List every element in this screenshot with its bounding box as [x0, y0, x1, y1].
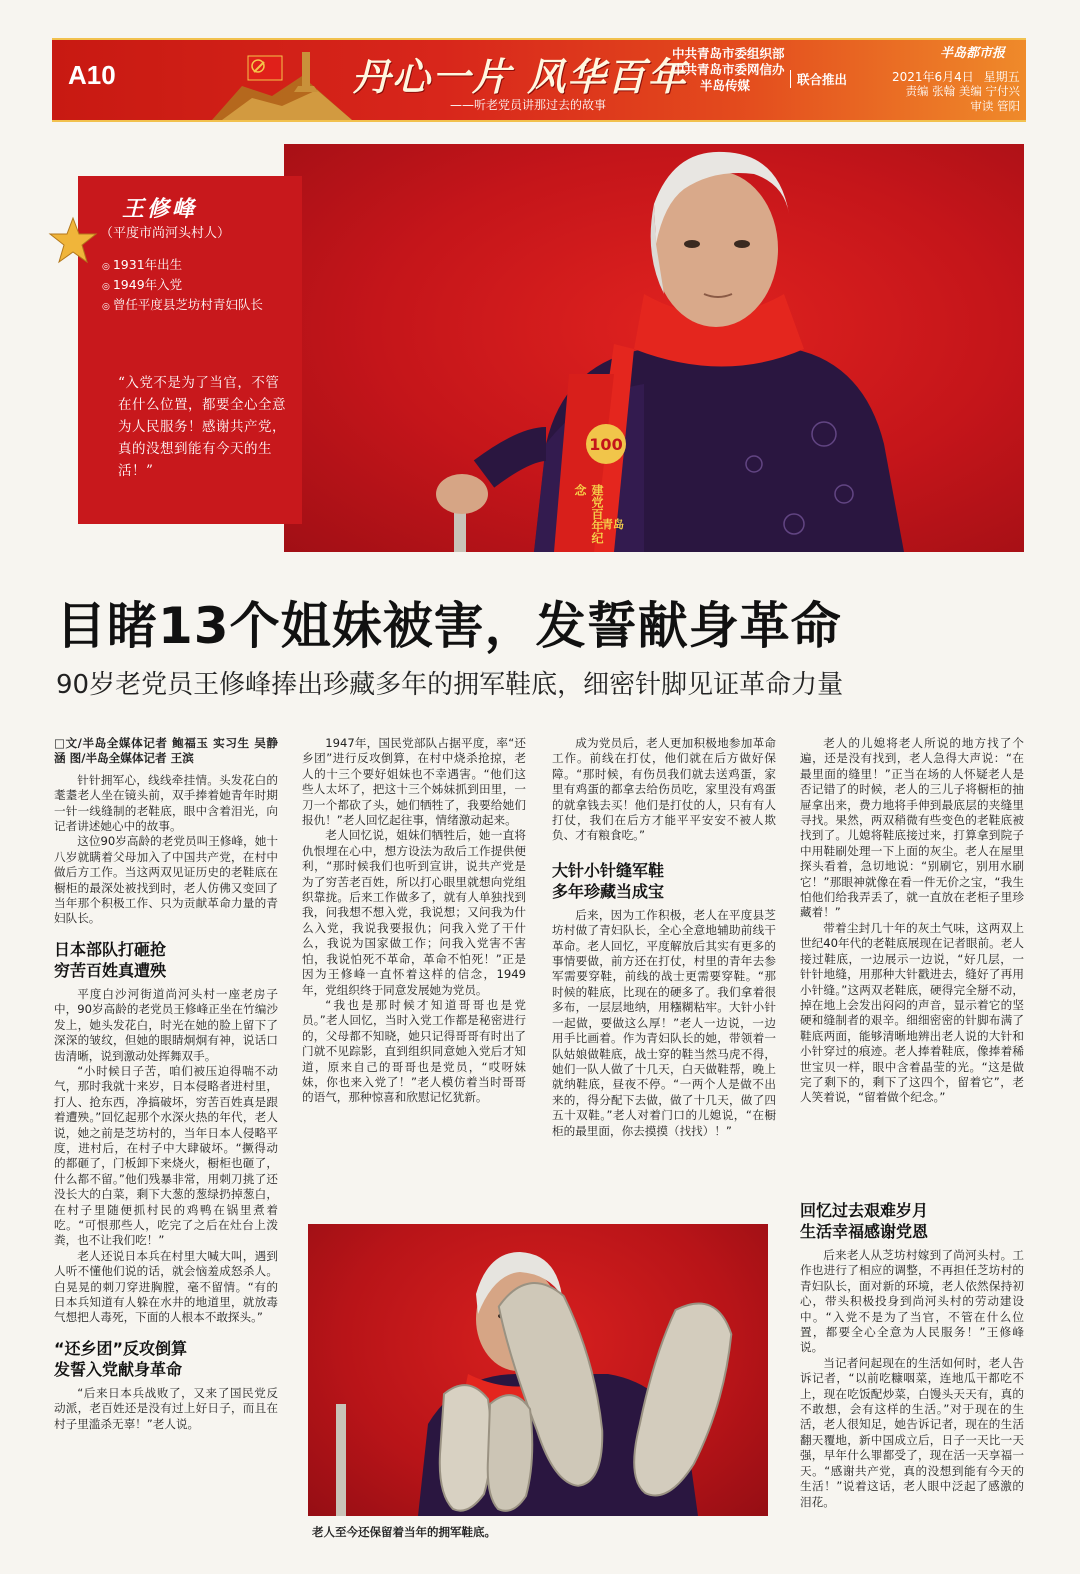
article-column-2 — [302, 736, 526, 1106]
woman-holding-shoe-soles-illustration — [308, 1224, 768, 1516]
paragraph: “后来日本兵战败了，又来了国民党反动派，老百姓还是没有过上好日子，而且在村子里滥杀无辜！”老人说。 — [54, 1385, 278, 1431]
paragraph: 老人的儿媳将老人所说的地方找了个遍，还是没有找到，老人急得大声说：“在最里面的缝里！”正当在场的人怀疑老人是否记错了的时候，老人的三儿子将橱柜的抽屉拿出来，费力地将手伸到最底层的夹缝里寻找。果然，两双稍微有些变色的老鞋底被找到了。儿媳将鞋底接过来，打算拿到院子中用鞋刷处理一下上面的灰尘。老人在屋里探头看着，急切地说：“别刷它，别用水刷它！”那眼神就像在看一件无价之宝，“我生怕他们给我弄丢了，就一直放在老柜子里珍藏着！” — [800, 736, 1024, 920]
article-column-4-lower — [800, 1200, 1024, 1510]
profile-fact: ◎ 曾任平度县芝坊村青妇队长 — [102, 296, 263, 316]
shoe-soles-photo — [308, 1224, 768, 1516]
profile-quote: “入党不是为了当官，不管在什么位置，都要全心全意为人民服务！感谢共产党，真的没想到能有今天的生活！” — [118, 375, 286, 479]
paragraph: 成为党员后，老人更加积极地参加革命工作。前线在打仗，他们就在后方做好保障。“那时候，有伤员我们就去送鸡蛋，家里有鸡蛋的都拿去给伤员吃，家里没有鸡蛋的就拿钱去买！他们是打仗的人，只有有人打仗，我们在后方才能平平安安不被人欺负、才有粮食吃。” — [552, 736, 776, 843]
elderly-woman-portrait-illustration — [284, 144, 1024, 552]
organizer: 中共青岛市委网信办 — [672, 62, 785, 77]
newspaper-logo: 半岛都市报 — [940, 46, 1006, 61]
article-headline: 目睹13个姐妹被害，发誓献身革命 — [56, 597, 842, 655]
byline: □文/半岛全媒体记者 鲍福玉 实习生 吴静涵 图/半岛全媒体记者 王滨 — [54, 736, 278, 766]
paragraph: “小时候日子苦，咱们被压迫得喘不动气，那时我就十来岁，日本侵略者进村里，打人、抢东西，净搞破坏，穷苦百姓真是跟着遭殃。”回忆起那个水深火热的年代，老人说，她之前是芝坊村的，当年日本人侵略平度，进村后，在村子中大肆破坏。“撅得动的都砸了，门板卸下来烧火，橱柜也砸了，什么都不留。”他们残暴非常，用刺刀挑了还没长大的白菜，剩下大葱的葱绿扔掉葱白，在村子里随便抓村民的鸡鸭在锅里煮着吃。“可恨那些人，吃完了之后在灶台上泼粪，也不让我们吃！” — [54, 1063, 278, 1248]
issue-date: 2021年6月4日 — [892, 70, 974, 84]
paragraph: 1947年，国民党部队占据平度，率“还乡团”进行反攻倒算，在村中烧杀抢掠，老人的十三个要好姐妹也不幸遇害。“他们这些人太坏了，把这十三个姊妹抓到田里，一刀一个都砍了头，她们牺牲了，我要给她们报仇！”老人回忆起往事，情绪激动起来。 — [302, 736, 526, 828]
column-subtitle: ——听老党员讲那过去的故事 — [450, 98, 607, 112]
organizer: 半岛传媒 — [700, 78, 751, 93]
paragraph: 后来，因为工作积极，老人在平度县芝坊村做了青妇队长，全心全意地辅助前线干革命。老人回忆，平度解放后其实有更多的事情要做，前方还在打仗，村里的青年去参军需要穿鞋，前线的战士更需要穿鞋。“那时候的鞋底，比现在的硬多了。我们拿着很多布，一层层地纳，用糨糊粘牢。大针小针一起做，要做这么厚！”老人一边说，一边用手比画着。作为青妇队长的她，带领着一队姑娘做鞋底，战士穿的鞋当然马虎不得，她们一队人做了十几天，白天做鞋帮，晚上就纳鞋底，昼夜不停。“一两个人是做不出来的，得分配下去做，做了十几天，做了四五十双鞋。”老人对着门口的儿媳说，“在橱柜的最里面，你去摸摸（找找）！” — [552, 907, 776, 1138]
paragraph: “我也是那时候才知道哥哥也是党员。”老人回忆，当时入党工作都是秘密进行的，父母都不知晓，她只记得哥哥有时出了门就不见踪影，直到组织同意她入党后才知道，原来自己的哥哥也是党员，“哎呀妹妹，你也来入党了！”老人模仿着当时哥哥的语气，那种惊喜和欣慰记忆犹新。 — [302, 997, 526, 1105]
editors-line: 审读 管阳 — [970, 99, 1020, 113]
hero-photo — [284, 144, 1024, 552]
issue-weekday: 星期五 — [983, 70, 1020, 84]
article-column-1 — [54, 736, 278, 1432]
date-line — [892, 68, 1020, 85]
section-heading: “还乡团”反攻倒算 发誓入党献身革命 — [54, 1338, 188, 1379]
profile-box — [78, 176, 302, 524]
article-column-4 — [800, 736, 1024, 1106]
section-heading: 日本部队打砸抢 穷苦百姓真遭殃 — [54, 939, 167, 980]
party-emblem-icon — [202, 46, 352, 120]
organizer: 中共青岛市委组织部 — [672, 46, 785, 61]
sash-text-city: 青岛 — [602, 518, 624, 531]
paragraph: 带着尘封几十年的灰土气味，这两双上世纪40年代的老鞋底展现在记者眼前。老人接过鞋底，一边展示一边说，“好几层，一针针地缝，用那种大针戳进去，缝好了再用小针缝。”这两双老鞋底，硬得完全掰不动，掉在地上会发出闷闷的声音，显示着它的坚硬和缝制者的艰辛。细细密密的针脚布满了鞋底两面，能够清晰地辨出老人说的大针和小针穿过的痕迹。老人捧着鞋底，像捧着稀世宝贝一样，眼中含着晶莹的光。“这是做完了剩下的，剩下了这四个，留着它”，老人笑着说，“留着做个纪念。” — [800, 920, 1024, 1105]
photo-caption: 老人至今还保留着当年的拥军鞋底。 — [312, 1525, 496, 1539]
paragraph: 老人回忆说，姐妹们牺牲后，她一直将仇恨埋在心中，想方设法为敌后工作提供便利，“那时候我们也听到宣讲，说共产党是为了穷苦老百姓，所以打心眼里就想向党组织靠拢。后来工作做多了，就有人单独找到我，问我想不想入党，我说想；又问我为什么入党，我说我要报仇；问我入党了干什么，我说为国家做工作；问我入党害不害怕，我说怕死不革命，革命不怕死！”正是因为王修峰一直怀着这样的信念，1949年，党组织终于同意发展她为党员。 — [302, 828, 526, 997]
sash-text: 建党百年纪念 — [573, 484, 604, 544]
joint-presentation-label: 联合推出 — [790, 70, 847, 88]
paragraph: 后来老人从芝坊村嫁到了尚河头村。工作也进行了相应的调整，不再担任芝坊村的青妇队长，面对新的环境，老人依然保持初心，带头积极投身到尚河头村的劳动建设中。“入党不是为了当官，不管在什么位置，都要全心全意为人民服务！”王修峰说。 — [800, 1248, 1024, 1355]
profile-fact: ◎ 1931年出生 — [102, 256, 263, 276]
profile-village: （平度市尚河头村人） — [100, 226, 231, 241]
paragraph: 针针拥军心，线线牵挂情。头发花白的耄耋老人坐在镜头前，双手捧着她青年时期一针一线缝制的老鞋底，眼中含着泪光，向记者讲述她心中的故事。 — [54, 772, 278, 834]
profile-fact: ◎ 1949年入党 — [102, 276, 263, 296]
section-heading: 大针小针缝军鞋 多年珍藏当成宝 — [552, 860, 665, 901]
column-title: 丹心一片 风华百年 — [352, 54, 688, 99]
paragraph: 老人还说日本兵在村里大喊大叫，遇到人听不懂他们说的话，就会恼羞成怒杀人。白晃晃的刺刀穿进胸膛，毫不留情。“有的日本兵知道有人躲在水井的地道里，就放毒气想把人毒死，下面的人根本不敢探头。” — [54, 1248, 278, 1325]
profile-name: 王修峰 — [122, 196, 198, 222]
paragraph: 平度白沙河街道尚河头村一座老房子中，90岁高龄的老党员王修峰正坐在竹编沙发上，她头发花白，时光在她的脸上留下了深深的皱纹，但她的眼睛炯炯有神，说话口齿清晰，说到激动处挥舞双手。 — [54, 986, 278, 1063]
page-banner — [52, 38, 1026, 122]
profile-facts — [102, 256, 263, 316]
svg-text:100: 100 — [589, 435, 623, 454]
editors-line: 责编 张翰 美编 宁付兴 — [905, 84, 1020, 98]
paragraph: 这位90岁高龄的老党员叫王修峰，她十八岁就瞒着父母加入了中国共产党，在村中做后方工作。当这两双见证历史的老鞋底在橱柜的最深处被找到时，老人仿佛又变回了当年那个积极工作、只为贡献革命力量的青妇队长。 — [54, 834, 278, 926]
article-column-3 — [552, 736, 776, 1139]
paragraph: 当记者问起现在的生活如何时，老人告诉记者，“以前吃糠咽菜，连地瓜干都吃不上，现在吃饭配炒菜，白馒头天天有，真的不敢想，会有这样的生活。”对于现在的生活，老人很知足，她告诉记者，现在的生活翻天覆地，新中国成立后，日子一天比一天强，早年什么罪都受了，现在活一天享福一天。“感谢共产党，真的没想到能有今天的生活！”说着这话，老人眼中泛起了感激的泪花。 — [800, 1355, 1024, 1509]
section-heading: 回忆过去艰难岁月 生活幸福感谢党恩 — [800, 1201, 929, 1241]
organizers — [672, 46, 785, 94]
article-subheadline: 90岁老党员王修峰捧出珍藏多年的拥军鞋底，细密针脚见证革命力量 — [56, 670, 844, 700]
page-number: A10 — [68, 60, 116, 90]
editors — [880, 84, 1020, 114]
gold-star-icon — [48, 216, 98, 266]
